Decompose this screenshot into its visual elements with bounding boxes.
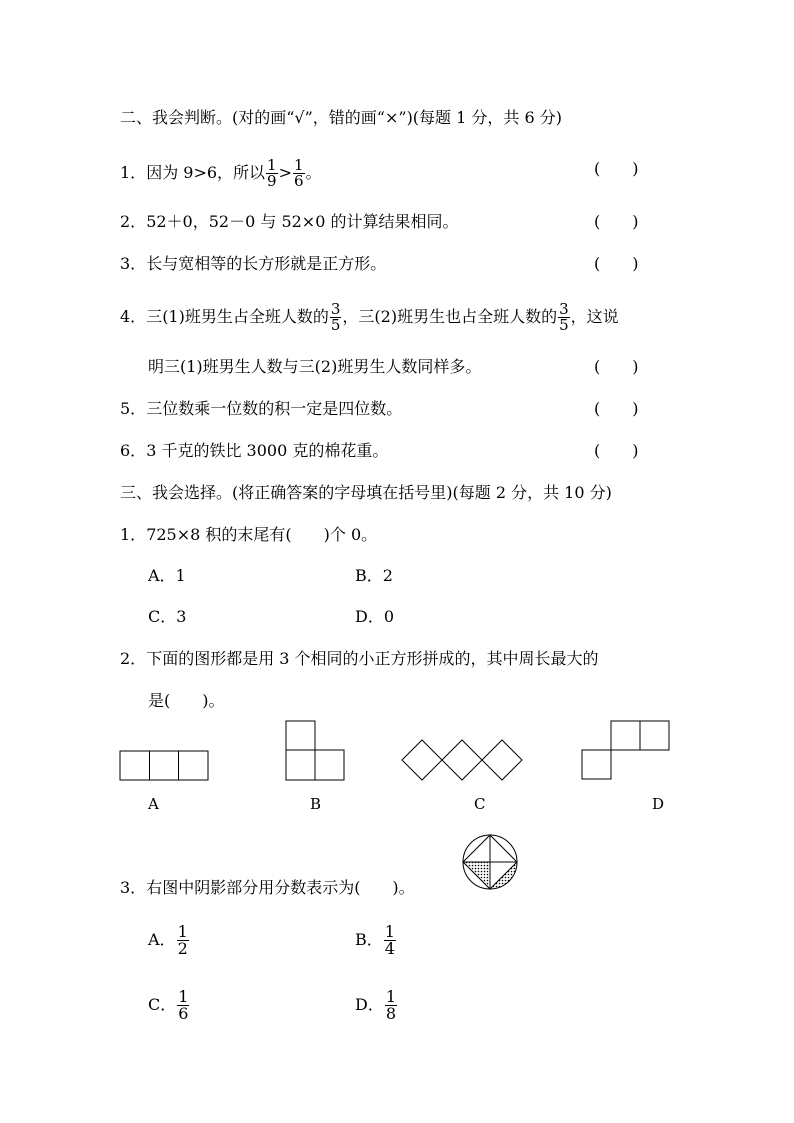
option-a[interactable]: A． $\frac{1}{2}$ (148, 922, 188, 958)
item-text-post: 。 (305, 163, 322, 182)
option-d[interactable]: D．0 (355, 607, 395, 626)
figure-b-l-shape (286, 721, 344, 780)
option-b[interactable]: B． $\frac{1}{4}$ (355, 922, 395, 958)
judge-item-4 (120, 302, 619, 333)
answer-paren[interactable]: ( ) (594, 441, 639, 460)
choice-item-2-line2: 是( )。 (148, 691, 225, 710)
judge-item-4-line2: 明三(1)班男生人数与三(2)班男生人数同样多。 (148, 357, 482, 376)
choice-item-1 (120, 524, 377, 546)
judge-item-6 (120, 440, 388, 462)
option-d[interactable]: D． $\frac{1}{8}$ (355, 987, 397, 1023)
figure-label-b: B (310, 795, 322, 813)
figure-label-a: A (148, 795, 159, 813)
fraction: $\frac{1}{2}$ (177, 922, 188, 958)
option-c[interactable]: C． $\frac{1}{6}$ (148, 987, 189, 1023)
shape-figures (0, 720, 794, 780)
item-number: 4． (120, 307, 147, 326)
figure-label-c: C (474, 795, 486, 813)
item-text: 长与宽相等的长方形就是正方形。 (146, 254, 387, 273)
figure-label-d: D (652, 795, 665, 813)
item-text: 725×8 积的末尾有( )个 0。 (146, 525, 378, 544)
item-text: 三位数乘一位数的积一定是四位数。 (146, 399, 403, 418)
answer-paren[interactable]: ( ) (594, 159, 639, 178)
item-text: 右图中阴影部分用分数表示为( )。 (146, 878, 415, 897)
operator: > (278, 163, 292, 182)
fraction: $\frac{1}{9}$ (267, 156, 277, 190)
choice-item-3 (120, 877, 415, 899)
judge-item-2 (120, 211, 458, 233)
item-text: 下面的图形都是用 3 个相同的小正方形拼成的，其中周长最大的 (146, 649, 599, 668)
item-number: 3． (120, 254, 147, 273)
judge-item-1 (120, 158, 322, 189)
answer-paren[interactable]: ( ) (594, 357, 639, 376)
item-number: 1． (120, 163, 147, 182)
item-text-post: ，这说 (570, 307, 619, 326)
item-text-pre: 因为 9>6，所以 (146, 163, 266, 182)
judge-item-3 (120, 253, 386, 275)
fraction: $\frac{3}{5}$ (559, 300, 569, 334)
fraction: $\frac{3}{5}$ (330, 300, 341, 334)
item-text: 52＋0，52－0 与 52×0 的计算结果相同。 (146, 212, 459, 231)
figure-a-row-shape (120, 751, 208, 780)
choice-item-2 (120, 648, 599, 670)
fraction: $\frac{1}{8}$ (385, 987, 397, 1023)
item-number: 2． (120, 212, 147, 231)
item-text-mid: ，三(2)班男生也占全班人数的 (342, 307, 558, 326)
item-text: 3 千克的铁比 3000 克的棉花重。 (146, 441, 389, 460)
answer-paren[interactable]: ( ) (594, 212, 639, 231)
fraction: $\frac{1}{6}$ (294, 156, 304, 190)
item-number: 5． (120, 399, 147, 418)
item-number: 3． (120, 878, 147, 897)
item-text-pre: 三(1)班男生占全班人数的 (146, 307, 329, 326)
judge-item-5 (120, 398, 402, 420)
option-c[interactable]: C．3 (148, 607, 187, 626)
figure-c-diamond-shape (402, 740, 522, 780)
figure-d-step-shape (582, 721, 669, 779)
fraction: $\frac{1}{6}$ (178, 987, 189, 1023)
section3-heading: 三、我会选择。(将正确答案的字母填在括号里)(每题 2 分，共 10 分) (120, 483, 612, 502)
option-b[interactable]: B．2 (355, 566, 393, 585)
answer-paren[interactable]: ( ) (594, 254, 639, 273)
item-number: 6． (120, 441, 147, 460)
item-number: 1． (120, 525, 147, 544)
fraction: $\frac{1}{4}$ (384, 922, 395, 958)
circle-square-figure (459, 831, 523, 895)
answer-paren[interactable]: ( ) (594, 399, 639, 418)
option-a[interactable]: A．1 (148, 566, 186, 585)
section2-heading: 二、我会判断。(对的画“√”，错的画“×”)(每题 1 分，共 6 分) (120, 108, 562, 127)
item-number: 2． (120, 649, 147, 668)
